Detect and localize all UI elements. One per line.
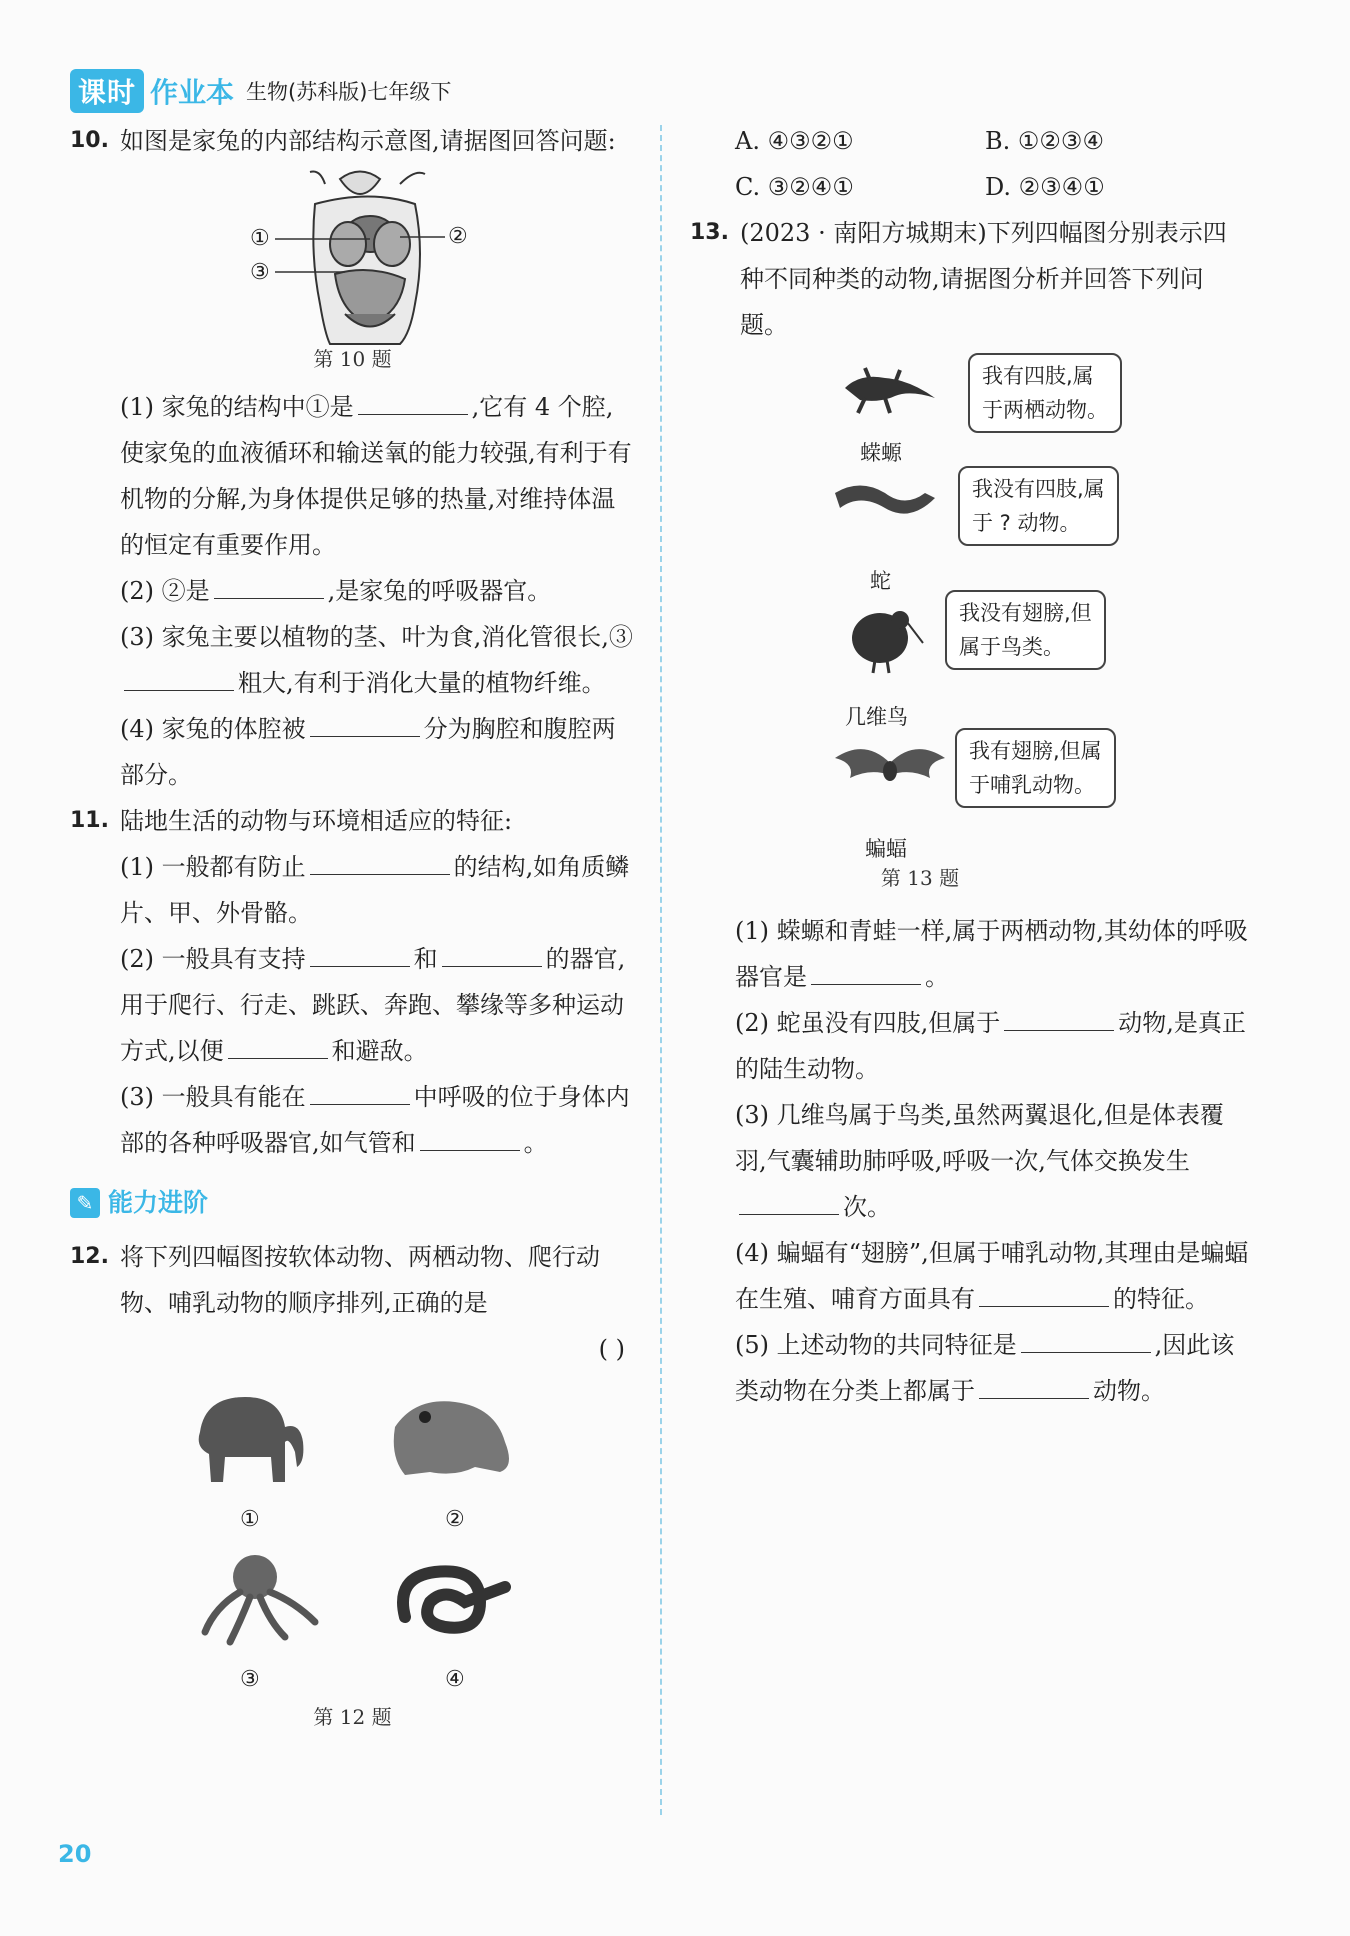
q11-p3-text-end: 。 <box>523 1129 548 1157</box>
q13-part-3 <box>690 1092 1250 1230</box>
image-label-3: ③ <box>240 1667 260 1692</box>
question-13 <box>690 210 1250 348</box>
q10-p2-text-cont: ,是家兔的呼吸器官。 <box>327 577 552 605</box>
animal-name: 几维鸟 <box>845 705 908 729</box>
brand-logo <box>70 69 234 113</box>
q13-part-4 <box>690 1230 1250 1322</box>
answer-blank[interactable] <box>310 936 410 967</box>
rabbit-figure <box>70 164 635 384</box>
q13-part-5 <box>690 1322 1250 1414</box>
right-column <box>690 118 1250 1414</box>
answer-blank[interactable] <box>310 706 420 737</box>
figure-caption: 第 10 题 <box>313 347 392 371</box>
figure-caption: 第 12 题 <box>313 1705 392 1729</box>
q11-p2-text-cont: 的器官,用于爬行、行走、跳跃、奔跑、攀缘等多种运动方式,以便 <box>120 945 626 1065</box>
answer-blank[interactable] <box>310 1074 410 1105</box>
q10-part-3 <box>70 614 635 706</box>
q13-p3-text-cont: 次。 <box>843 1193 891 1221</box>
q13-figure <box>690 348 1250 908</box>
left-column <box>70 118 635 1752</box>
answer-blank[interactable] <box>979 1276 1109 1307</box>
q13-p1-text: (1) 蝾螈和青蛙一样,属于两栖动物,其幼体的呼吸器官是 <box>735 917 1248 991</box>
subject-label: 生物(苏科版)七年级下 <box>246 80 452 104</box>
snake-icon <box>830 473 940 533</box>
snake-icon <box>385 1547 525 1647</box>
q13-p5-text: (5) 上述动物的共同特征是 <box>735 1331 1017 1359</box>
page-header <box>70 70 451 112</box>
bubble-line: 属于鸟类。 <box>959 635 1064 659</box>
speech-bubble <box>955 728 1116 808</box>
q10-p3-text: (3) 家兔主要以植物的茎、叶为食,消化管很长,③ <box>120 623 633 651</box>
question-number: 10. <box>70 128 109 153</box>
figure-caption: 第 13 题 <box>880 866 960 890</box>
q11-p3-text: (3) 一般具有能在 <box>120 1083 306 1111</box>
animal-name: 蝾螈 <box>860 441 902 465</box>
q13-p2-text-cont: 动物,是真正的陆生动物。 <box>735 1009 1246 1083</box>
page-number: 20 <box>58 1840 92 1868</box>
answer-blank[interactable] <box>310 844 450 875</box>
bubble-line: 我有翅膀,但属 <box>969 739 1102 763</box>
q11-part-2 <box>70 936 635 1074</box>
bat-icon <box>830 733 950 803</box>
q11-p2-text-end: 和避敌。 <box>331 1037 428 1065</box>
question-number: 11. <box>70 808 109 833</box>
speech-bubble <box>945 590 1106 670</box>
q10-part-4 <box>70 706 635 798</box>
section-heading <box>70 1180 635 1226</box>
q12-options <box>690 118 1250 210</box>
bubble-line: 于两栖动物。 <box>982 398 1108 422</box>
answer-blank[interactable] <box>739 1184 839 1215</box>
salamander-icon <box>840 358 940 418</box>
q13-p2-text: (2) 蛇虽没有四肢,但属于 <box>735 1009 1001 1037</box>
answer-parentheses[interactable]: ( ) <box>598 1335 625 1363</box>
question-number: 12. <box>70 1244 109 1269</box>
question-stem: 将下列四幅图按软体动物、两栖动物、爬行动物、哺乳动物的顺序排列,正确的是 <box>120 1243 600 1317</box>
logo-mark: 课时 <box>70 69 144 113</box>
q13-p4-text-cont: 的特征。 <box>1113 1285 1209 1313</box>
q10-p1-text-cont: ,它有 4 个腔,使家兔的血液循环和输送氧的能力较强,有利于有机物的分解,为身体提供足够的热量,对维持体温的恒定有重要作用。 <box>120 393 632 559</box>
speech-bubble <box>958 466 1119 546</box>
q11-p3-text-cont: 中呼吸的位于身体内部的各种呼吸器官,如气管和 <box>120 1083 630 1157</box>
q13-part-1 <box>690 908 1250 1000</box>
q10-p1-text: (1) 家兔的结构中①是 <box>120 393 354 421</box>
q11-part-3 <box>70 1074 635 1166</box>
question-10 <box>70 118 635 164</box>
animal-name: 蛇 <box>870 569 891 593</box>
answer-blank[interactable] <box>979 1368 1089 1399</box>
octopus-icon <box>195 1547 325 1647</box>
answer-blank[interactable] <box>124 660 234 691</box>
figure-label-2: ② <box>448 224 468 249</box>
question-stem: (2023 · 南阳方城期末)下列四幅图分别表示四种不同种类的动物,请据图分析并回答下列问题。 <box>740 219 1227 339</box>
answer-blank[interactable] <box>442 936 542 967</box>
q12-figure <box>70 1372 635 1752</box>
option-a[interactable]: A. ④③②① <box>735 127 854 155</box>
q13-p5-text-end: 动物。 <box>1093 1377 1165 1405</box>
q10-p4-text-cont: 分为胸腔和腹腔两部分。 <box>120 715 616 789</box>
bubble-line: 于哺乳动物。 <box>969 773 1095 797</box>
frog-icon <box>385 1387 525 1487</box>
rabbit-diagram-icon <box>70 164 635 354</box>
answer-blank[interactable] <box>1021 1322 1151 1353</box>
q11-part-1 <box>70 844 635 936</box>
bubble-line: 我有四肢,属 <box>982 364 1094 388</box>
elephant-icon <box>185 1382 315 1492</box>
figure-label-1: ① <box>250 226 270 251</box>
answer-blank[interactable] <box>358 384 468 415</box>
figure-label-3: ③ <box>250 260 270 285</box>
logo-suffix: 作业本 <box>150 76 235 109</box>
q10-part-2 <box>70 568 635 614</box>
question-11 <box>70 798 635 844</box>
option-b[interactable]: B. ①②③④ <box>985 127 1104 155</box>
q10-p3-text-cont: 粗大,有利于消化大量的植物纤维。 <box>238 669 606 697</box>
section-title: 能力进阶 <box>108 1188 209 1217</box>
q13-part-2 <box>690 1000 1250 1092</box>
image-label-4: ④ <box>445 1667 465 1692</box>
answer-blank[interactable] <box>228 1028 328 1059</box>
question-12 <box>70 1234 635 1372</box>
q13-p5-text-cont: ,因此该类动物在分类上都属于 <box>735 1331 1235 1405</box>
bubble-line: 于 ? 动物。 <box>972 511 1081 535</box>
answer-blank[interactable] <box>811 954 921 985</box>
answer-blank[interactable] <box>420 1120 520 1151</box>
question-number: 13. <box>690 220 729 245</box>
speech-bubble <box>968 353 1122 433</box>
question-stem: 如图是家兔的内部结构示意图,请据图回答问题: <box>120 127 616 155</box>
answer-blank[interactable] <box>1004 1000 1114 1031</box>
q13-p1-text-end: 。 <box>925 963 949 991</box>
q11-p2-text-and: 和 <box>413 945 438 973</box>
bubble-line: 我没有四肢,属 <box>972 477 1105 501</box>
option-c[interactable]: C. ③②④① <box>735 173 854 201</box>
q13-p4-text: (4) 蝙蝠有“翅膀”,但属于哺乳动物,其理由是蝙蝠在生殖、哺育方面具有 <box>735 1239 1249 1313</box>
kiwi-bird-icon <box>845 598 925 678</box>
column-divider <box>660 125 662 1815</box>
q10-p4-text: (4) 家兔的体腔被 <box>120 715 306 743</box>
image-label-2: ② <box>445 1507 465 1532</box>
q11-p1-text-cont: 的结构,如角质鳞片、甲、外骨骼。 <box>120 853 630 927</box>
q10-p2-text: (2) ②是 <box>120 577 210 605</box>
option-d[interactable]: D. ②③④① <box>985 173 1105 201</box>
bubble-line: 我没有翅膀,但 <box>959 601 1092 625</box>
q10-part-1 <box>70 384 635 568</box>
pencil-icon: ✎ <box>70 1188 100 1218</box>
q13-p3-text: (3) 几维鸟属于鸟类,虽然两翼退化,但是体表覆羽,气囊辅助肺呼吸,呼吸一次,气体交换发生 <box>735 1101 1224 1175</box>
animal-name: 蝙蝠 <box>865 837 907 861</box>
q11-p2-text: (2) 一般具有支持 <box>120 945 306 973</box>
answer-blank[interactable] <box>214 568 324 599</box>
question-stem: 陆地生活的动物与环境相适应的特征: <box>120 807 513 835</box>
image-label-1: ① <box>240 1507 260 1532</box>
q11-p1-text: (1) 一般都有防止 <box>120 853 306 881</box>
